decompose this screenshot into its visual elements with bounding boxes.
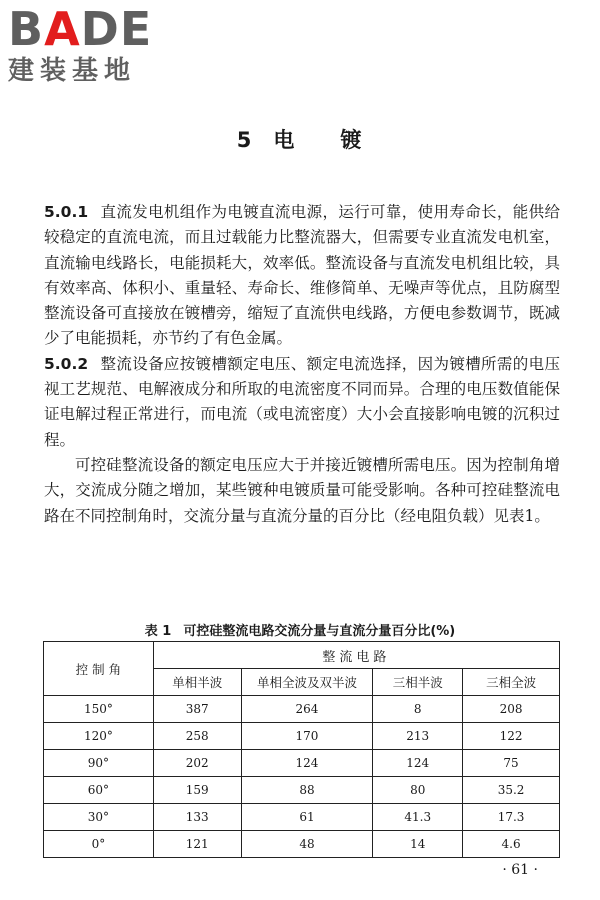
table-cell: 0° [44, 831, 154, 858]
table-cell: 258 [153, 723, 241, 750]
table-cell: 48 [241, 831, 373, 858]
clause-number: 5.0.2 [44, 354, 89, 373]
control-angle-header: 控 制 角 [44, 642, 154, 696]
table-cell: 133 [153, 804, 241, 831]
chapter-title-char: 电 [273, 128, 297, 152]
table-cell: 159 [153, 777, 241, 804]
table-cell: 41.3 [373, 804, 463, 831]
clause-paragraph [44, 352, 560, 453]
table-cell: 208 [463, 696, 560, 723]
data-table [43, 641, 560, 858]
table-cell: 8 [373, 696, 463, 723]
table-row [44, 831, 560, 858]
chapter-title-char: 镀 [340, 128, 364, 152]
clause-text: 整流设备应按镀槽额定电压、额定电流选择，因为镀槽所需的电压视工艺规范、电解液成分和所取的电流密度不同而异。合理的电压数值能保证电解过程正常进行，而电流（或电流密度）大小会直接影响电镀的沉积过程。 [44, 354, 560, 449]
table-label: 表 1 [144, 624, 172, 639]
clause-number: 5.0.1 [44, 203, 89, 221]
table-caption [0, 620, 600, 639]
body-text [44, 200, 560, 529]
table-cell: 88 [241, 777, 373, 804]
brand-logo [8, 4, 183, 92]
table-cell: 30° [44, 804, 154, 831]
table-cell: 17.3 [463, 804, 560, 831]
table-row [44, 696, 560, 723]
table-cell: 4.6 [463, 831, 560, 858]
column-header: 单相全波及双半波 [241, 669, 373, 696]
chapter-title [0, 124, 600, 154]
table-cell: 121 [153, 831, 241, 858]
table-cell: 120° [44, 723, 154, 750]
table-cell: 60° [44, 777, 154, 804]
logo-wordmark: BADE [8, 2, 153, 56]
table-row [44, 723, 560, 750]
table-cell: 35.2 [463, 777, 560, 804]
table-caption-text: 可控硅整流电路交流分量与直流分量百分比(%) [183, 624, 456, 639]
body-paragraph: 可控硅整流设备的额定电压应大于并接近镀槽所需电压。因为控制角增大，交流成分随之增加，某些镀种电镀质量可能受影响。各种可控硅整流电路在不同控制角时，交流分量与直流分量的百分比（经电阻负载）见表1。 [44, 455, 560, 525]
table-cell: 213 [373, 723, 463, 750]
table-cell: 387 [153, 696, 241, 723]
table-cell: 170 [241, 723, 373, 750]
table-cell: 122 [463, 723, 560, 750]
chapter-number: 5 [236, 128, 254, 152]
table-cell: 61 [241, 804, 373, 831]
clause-paragraph [44, 200, 560, 352]
table-cell: 14 [373, 831, 463, 858]
table-cell: 150° [44, 696, 154, 723]
column-header: 三相半波 [373, 669, 463, 696]
clause-text: 直流发电机组作为电镀直流电源，运行可靠，使用寿命长，能供给较稳定的直流电流，而且过载能力比整流器大，但需要专业直流发电机室，直流输电线路长，电能损耗大，效率低。整流设备与直流发电机组比较，具有效率高、体积小、重量轻、寿命长、维修简单、无噪声等优点，且防腐型整流设备可直接放在镀槽旁，缩短了直流供电线路，方便电参数调节，既减少了电能损耗，亦节约了有色金属。 [44, 203, 560, 348]
column-header: 单相半波 [153, 669, 241, 696]
table-row [44, 804, 560, 831]
table-cell: 90° [44, 750, 154, 777]
table-cell: 124 [241, 750, 373, 777]
logo-subtitle: 建装基地 [8, 56, 137, 86]
column-header: 三相全波 [463, 669, 560, 696]
table-header-row [44, 642, 560, 669]
table-cell: 75 [463, 750, 560, 777]
rectifier-circuit-header: 整流电路 [153, 642, 559, 669]
table-cell: 202 [153, 750, 241, 777]
table-row [44, 777, 560, 804]
table-cell: 124 [373, 750, 463, 777]
page-number: · 61 · [502, 862, 538, 878]
table-cell: 80 [373, 777, 463, 804]
table-cell: 264 [241, 696, 373, 723]
table-row [44, 750, 560, 777]
